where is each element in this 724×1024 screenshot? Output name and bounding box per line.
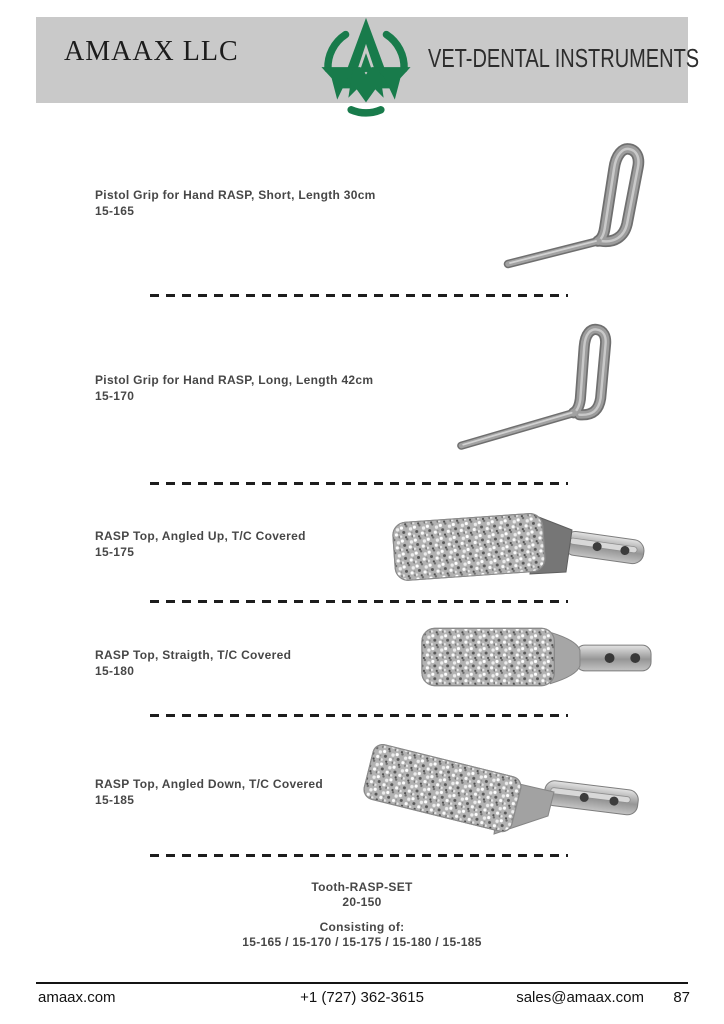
footer-divider <box>36 982 688 984</box>
product-name: RASP Top, Angled Down, T/C Covered <box>95 777 323 791</box>
rasp-top-straight-image <box>418 620 655 696</box>
set-block <box>0 880 724 950</box>
product-name: Pistol Grip for Hand RASP, Short, Length 30cm <box>95 188 376 202</box>
product-code: 15-180 <box>95 663 135 678</box>
page-title: VET-DENTAL INSTRUMENTS <box>428 44 700 74</box>
product-label <box>95 188 376 219</box>
amaax-logo-icon <box>318 16 414 120</box>
dashed-separator <box>150 600 568 603</box>
product-label <box>95 529 306 560</box>
dashed-separator <box>150 482 568 485</box>
set-consisting-label: Consisting of: <box>319 920 405 934</box>
product-code: 15-175 <box>95 544 135 559</box>
dashed-separator <box>150 854 568 857</box>
set-title: Tooth-RASP-SET <box>311 880 413 894</box>
set-items: 15-165 / 15-170 / 15-175 / 15-180 / 15-185 <box>242 935 482 949</box>
rasp-top-angled-up-image <box>388 508 650 592</box>
pistol-grip-long-image <box>450 315 670 465</box>
pistol-grip-short-image <box>498 133 673 288</box>
dashed-separator <box>150 294 568 297</box>
footer-website: amaax.com <box>38 989 116 1006</box>
set-code: 20-150 <box>342 895 382 909</box>
footer-phone: +1 (727) 362-3615 <box>300 989 424 1006</box>
product-code: 15-165 <box>95 203 135 218</box>
footer-email: sales@amaax.com <box>516 989 644 1006</box>
product-name: RASP Top, Straigth, T/C Covered <box>95 648 292 662</box>
company-name: AMAAX LLC <box>64 36 239 67</box>
product-code: 15-170 <box>95 388 135 403</box>
product-label <box>95 648 291 679</box>
product-name: RASP Top, Angled Up, T/C Covered <box>95 529 306 543</box>
product-name: Pistol Grip for Hand RASP, Long, Length 42cm <box>95 373 374 387</box>
product-label <box>95 373 373 404</box>
rasp-top-angled-down-image <box>362 738 662 840</box>
product-label <box>95 777 323 808</box>
footer-page-number: 87 <box>673 989 690 1006</box>
dashed-separator <box>150 714 568 717</box>
product-code: 15-185 <box>95 792 135 807</box>
